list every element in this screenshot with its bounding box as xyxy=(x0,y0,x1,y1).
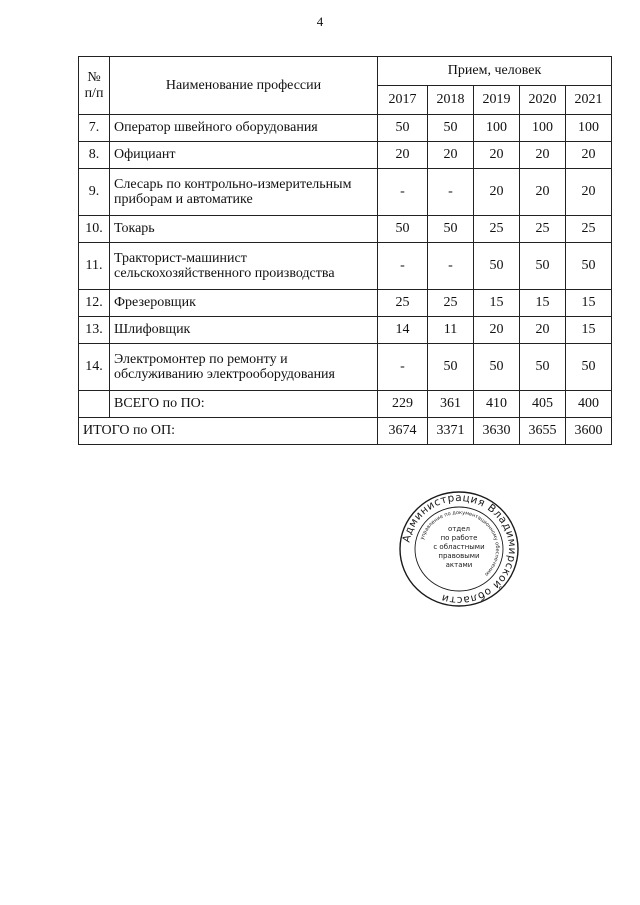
value-cell: 100 xyxy=(566,115,612,142)
value-cell: 11 xyxy=(428,317,474,344)
table-row xyxy=(79,142,612,169)
profession-name: Тракторист-машинист сельскохозяйственного производства xyxy=(110,243,378,290)
value-cell: - xyxy=(428,243,474,290)
row-num: 7. xyxy=(79,115,110,142)
value-cell: 20 xyxy=(520,169,566,216)
professions-table xyxy=(78,56,612,445)
value-cell: - xyxy=(378,344,428,391)
value-cell: 14 xyxy=(378,317,428,344)
stamp-line: актами xyxy=(445,561,473,569)
subtotal-value: 400 xyxy=(566,391,612,418)
value-cell: 50 xyxy=(378,115,428,142)
value-cell: - xyxy=(428,169,474,216)
value-cell: 20 xyxy=(520,317,566,344)
page-number: 4 xyxy=(316,14,324,29)
value-cell: 50 xyxy=(566,344,612,391)
value-cell: 50 xyxy=(378,216,428,243)
value-cell: 50 xyxy=(474,344,520,391)
value-cell: 25 xyxy=(428,290,474,317)
header-admission: Прием, человек xyxy=(378,57,612,86)
row-num: 8. xyxy=(79,142,110,169)
table-row xyxy=(79,344,612,391)
value-cell: 25 xyxy=(566,216,612,243)
stamp-line: по работе xyxy=(440,534,478,542)
table-row xyxy=(79,115,612,142)
value-cell: 25 xyxy=(520,216,566,243)
stamp-line: правовыми xyxy=(438,552,480,560)
stamp-inner-text: управление по документационному обеспечению xyxy=(419,509,501,578)
grand-total-value: 3371 xyxy=(428,418,474,445)
grand-total-row xyxy=(79,418,612,445)
table-row xyxy=(79,216,612,243)
stamp-seal-icon xyxy=(398,490,520,608)
grand-total-value: 3630 xyxy=(474,418,520,445)
grand-total-value: 3655 xyxy=(520,418,566,445)
value-cell: 100 xyxy=(520,115,566,142)
value-cell: 100 xyxy=(474,115,520,142)
stamp-line: с областными xyxy=(433,543,485,551)
header-year: 2018 xyxy=(428,86,474,115)
row-num: 14. xyxy=(79,344,110,391)
stamp-outer-text: Администрация Владимирской области xyxy=(400,491,519,607)
grand-total-label: ИТОГО по ОП: xyxy=(79,418,378,445)
value-cell: 20 xyxy=(378,142,428,169)
header-year: 2017 xyxy=(378,86,428,115)
grand-total-value: 3600 xyxy=(566,418,612,445)
table-row xyxy=(79,243,612,290)
value-cell: 20 xyxy=(566,142,612,169)
value-cell: 15 xyxy=(566,317,612,344)
subtotal-value: 229 xyxy=(378,391,428,418)
value-cell: 50 xyxy=(428,216,474,243)
value-cell: - xyxy=(378,169,428,216)
value-cell: 25 xyxy=(474,216,520,243)
value-cell: 20 xyxy=(474,169,520,216)
value-cell: 50 xyxy=(428,344,474,391)
profession-name: Оператор швейного оборудования xyxy=(110,115,378,142)
value-cell: 20 xyxy=(566,169,612,216)
profession-name: Слесарь по контрольно-измерительным приборам и автоматике xyxy=(110,169,378,216)
profession-name: Фрезеровщик xyxy=(110,290,378,317)
table-row xyxy=(79,290,612,317)
row-num: 13. xyxy=(79,317,110,344)
value-cell: 20 xyxy=(474,317,520,344)
empty-cell xyxy=(79,391,110,418)
value-cell: 50 xyxy=(566,243,612,290)
profession-name: Официант xyxy=(110,142,378,169)
grand-total-value: 3674 xyxy=(378,418,428,445)
value-cell: 15 xyxy=(474,290,520,317)
value-cell: 50 xyxy=(474,243,520,290)
value-cell: 15 xyxy=(520,290,566,317)
subtotal-value: 405 xyxy=(520,391,566,418)
value-cell: 50 xyxy=(520,243,566,290)
header-year: 2020 xyxy=(520,86,566,115)
subtotal-value: 361 xyxy=(428,391,474,418)
stamp-line: отдел xyxy=(448,525,470,533)
row-num: 9. xyxy=(79,169,110,216)
subtotal-label: ВСЕГО по ПО: xyxy=(110,391,378,418)
header-year: 2019 xyxy=(474,86,520,115)
value-cell: 20 xyxy=(474,142,520,169)
value-cell: - xyxy=(378,243,428,290)
value-cell: 15 xyxy=(566,290,612,317)
row-num: 12. xyxy=(79,290,110,317)
official-stamp xyxy=(398,490,520,608)
profession-name: Шлифовщик xyxy=(110,317,378,344)
value-cell: 20 xyxy=(520,142,566,169)
profession-name: Токарь xyxy=(110,216,378,243)
header-year: 2021 xyxy=(566,86,612,115)
row-num: 10. xyxy=(79,216,110,243)
header-name: Наименование профессии xyxy=(110,57,378,115)
value-cell: 50 xyxy=(520,344,566,391)
subtotal-row xyxy=(79,391,612,418)
value-cell: 50 xyxy=(428,115,474,142)
profession-name: Электромонтер по ремонту и обслуживанию электрооборудования xyxy=(110,344,378,391)
value-cell: 25 xyxy=(378,290,428,317)
table-row xyxy=(79,169,612,216)
value-cell: 20 xyxy=(428,142,474,169)
row-num: 11. xyxy=(79,243,110,290)
table-row xyxy=(79,317,612,344)
subtotal-value: 410 xyxy=(474,391,520,418)
header-num: № п/п xyxy=(79,57,110,115)
